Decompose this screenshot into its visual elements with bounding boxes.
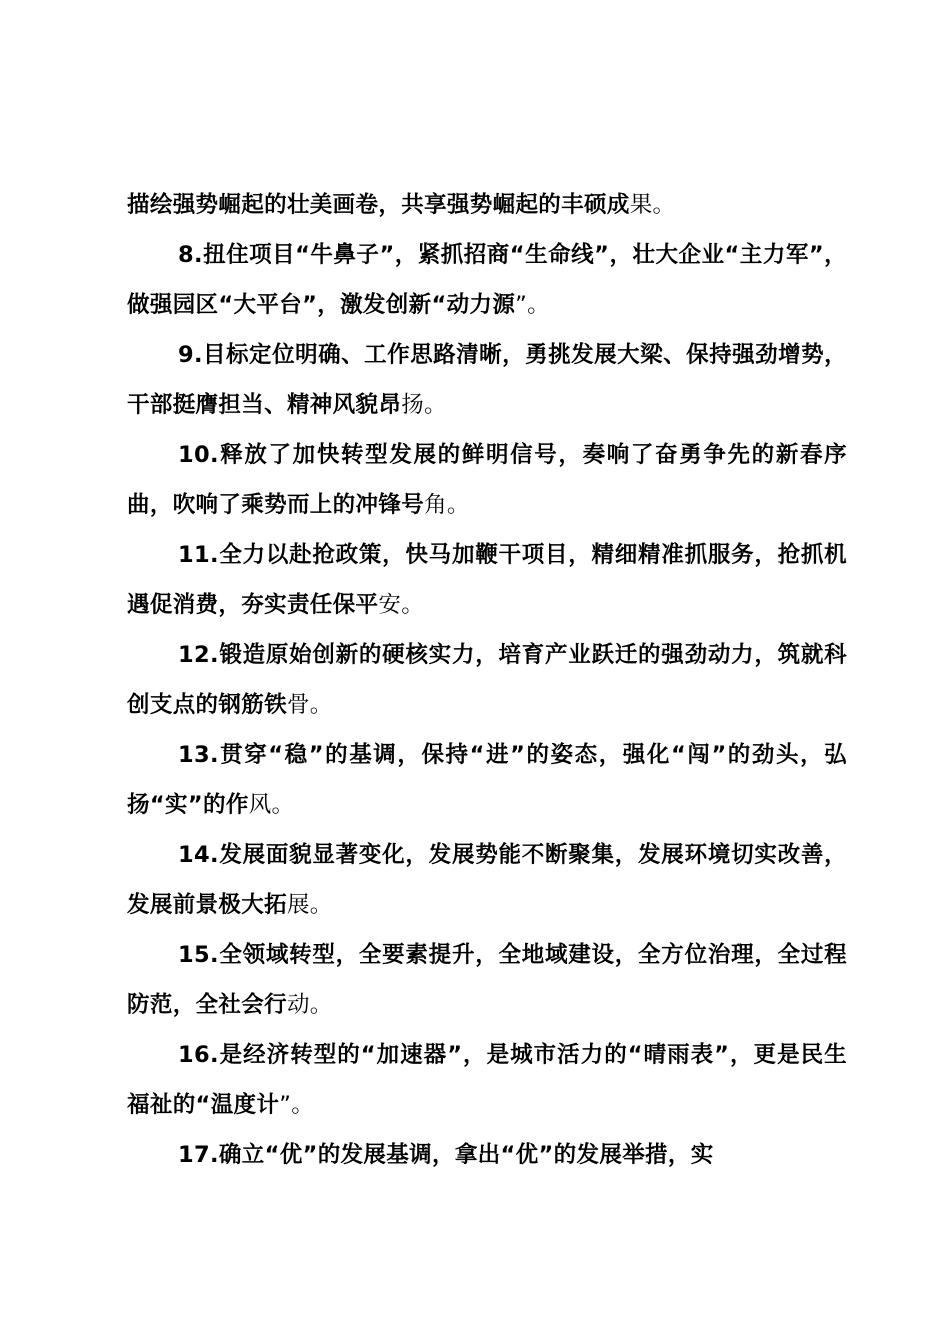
paragraph-text: 11.全力以赴抢政策，快马加鞭干项目，精细精准抓服务，抢抓机遇促消费，夯实责任保平	[127, 542, 847, 618]
paragraph-item-13	[127, 730, 847, 830]
paragraph-tail: 角。	[424, 492, 470, 518]
paragraph-text: 14.发展面貌显著变化，发展势能不断聚集，发展环境切实改善，发展前景极大拓	[127, 842, 847, 918]
paragraph-tail: 动。	[286, 992, 333, 1018]
paragraph-text: 12.锻造原始创新的硬核实力，培育产业跃迁的强劲动力，筑就科创支点的钢筋铁	[127, 642, 847, 718]
paragraph-item-11	[127, 530, 847, 630]
paragraph-item-16	[127, 1030, 847, 1130]
paragraph-tail: 风。	[248, 792, 295, 818]
paragraph-tail: 展。	[286, 892, 333, 918]
document-body	[127, 180, 847, 1180]
paragraph-tail: 果。	[629, 192, 676, 218]
paragraph-item-14	[127, 830, 847, 930]
paragraph-item-9	[127, 330, 847, 430]
paragraph-tail: 骨。	[286, 692, 333, 718]
paragraph-item-15	[127, 930, 847, 1030]
paragraph-text: 15.全领域转型，全要素提升，全地域建设，全方位治理，全过程防范，全社会行	[127, 942, 847, 1018]
paragraph-tail: ”。	[279, 1092, 315, 1118]
paragraph-item-10	[127, 430, 847, 530]
paragraph-text: 10.释放了加快转型发展的鲜明信号，奏响了奋勇争先的新春序曲，吹响了乘势而上的冲锋号	[127, 442, 847, 518]
paragraph-text: 8.扭住项目“牛鼻子”，紧抓招商“生命线”，壮大企业“主力军”，做强园区“大平台”，激发创新“动力源	[127, 242, 847, 318]
paragraph-item-17	[127, 1130, 847, 1180]
paragraph-text: 9.目标定位明确、工作思路清晰，勇挑发展大梁、保持强劲增势，干部挺膺担当、精神风貌昂	[127, 342, 847, 418]
paragraph-text: 17.确立“优”的发展基调，拿出“优”的发展举措，实	[178, 1142, 714, 1168]
paragraph-tail: 安。	[378, 592, 425, 618]
paragraph-text: 描绘强势崛起的壮美画卷，共享强势崛起的丰硕成	[127, 192, 630, 218]
paragraph-item-8	[127, 230, 847, 330]
paragraph-tail: 扬。	[401, 392, 447, 418]
paragraph-text: 13.贯穿“稳”的基调，保持“进”的姿态，强化“闯”的劲头，弘扬“实”的作	[127, 742, 847, 818]
paragraph-text: 16.是经济转型的“加速器”，是城市活力的“晴雨表”，更是民生福祉的“温度计	[127, 1042, 847, 1118]
paragraph-item-12	[127, 630, 847, 730]
paragraph-continued	[127, 180, 847, 230]
paragraph-tail: ”。	[515, 292, 551, 318]
